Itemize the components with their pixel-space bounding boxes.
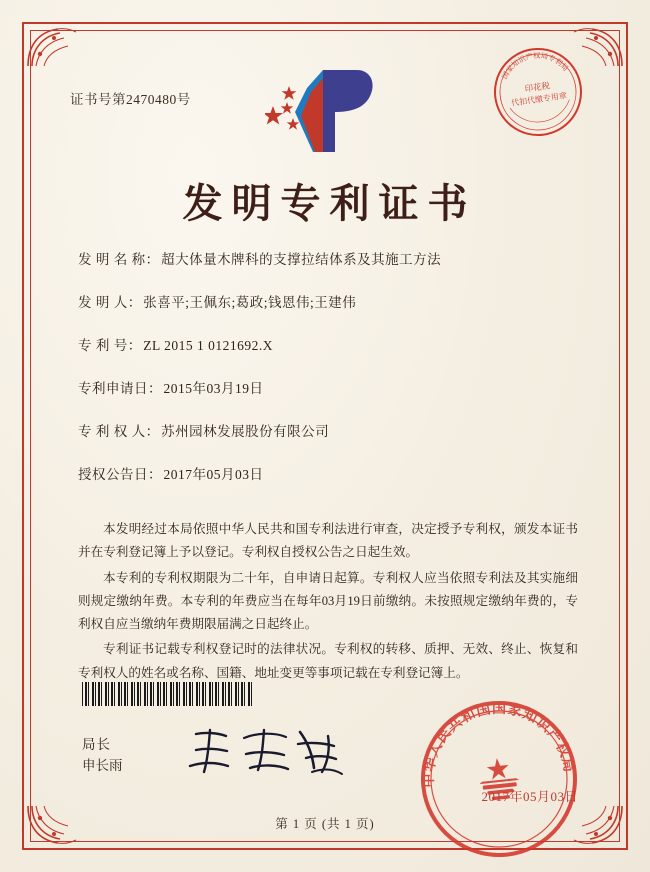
legal-paragraph: 专利证书记载专利权登记时的法律状况。专利权的转移、质押、无效、终止、恢复和专利权人的姓名或名称、国籍、地址变更等事项记载在专利登记簿上。 bbox=[78, 642, 578, 680]
field-row bbox=[78, 248, 580, 268]
field-value: 苏州园林发展股份有限公司 bbox=[161, 424, 330, 439]
fields-section bbox=[78, 248, 580, 506]
field-value: 超大体量木牌科的支撑拉结体系及其施工方法 bbox=[161, 252, 442, 267]
svg-text:代扣代缴专用章: 代扣代缴专用章 bbox=[510, 91, 568, 108]
field-colon: ： bbox=[148, 381, 162, 396]
field-row bbox=[78, 420, 580, 440]
barcode bbox=[82, 682, 254, 706]
signature-block bbox=[82, 735, 123, 777]
director-label: 局长 bbox=[82, 737, 111, 752]
svg-text:印花税: 印花税 bbox=[524, 81, 551, 95]
legal-paragraph: 本专利的专利权期限为二十年，自申请日起算。专利权人应当依照专利法及其实施细则规定缴纳年费。本专利的年费应当在每年03月19日前缴纳。未按照规定缴纳年费的，专利权自应当缴纳年费期限届满之日起终止。 bbox=[78, 570, 578, 632]
certificate-number: 证书号第2470480号 bbox=[70, 92, 191, 107]
patent-office-emblem-icon bbox=[0, 60, 650, 160]
legal-body-text bbox=[78, 518, 578, 687]
field-colon: ： bbox=[127, 295, 142, 310]
page-title: 发明专利证书 bbox=[182, 180, 477, 227]
handwritten-signature bbox=[182, 724, 352, 780]
field-row bbox=[78, 463, 580, 483]
field-row bbox=[78, 291, 580, 311]
field-colon: ： bbox=[148, 467, 162, 482]
field-row bbox=[78, 334, 580, 354]
director-name: 申长雨 bbox=[82, 757, 123, 773]
field-value: 张喜平;王佩东;葛政;钱恩伟;王建伟 bbox=[143, 295, 357, 310]
field-label: 发 明 人 bbox=[78, 295, 128, 310]
svg-text:中华人民共和国国家知识产权局: 中华人民共和国国家知识产权局 bbox=[420, 700, 577, 788]
seal-date: 2017年05月03日 bbox=[481, 789, 578, 804]
field-label: 专 利 号 bbox=[78, 338, 128, 353]
field-label: 授权公告日 bbox=[78, 467, 148, 482]
field-colon: ： bbox=[127, 338, 142, 353]
page-footer: 第 1 页 (共 1 页) bbox=[275, 817, 375, 831]
field-value: 2017年05月03日 bbox=[163, 467, 264, 482]
svg-text:国家知识产权局专利局: 国家知识产权局专利局 bbox=[499, 50, 571, 81]
field-label: 发 明 名 称 bbox=[78, 252, 146, 267]
official-red-seal bbox=[416, 696, 582, 862]
field-label: 专 利 权 人 bbox=[78, 424, 146, 439]
field-row bbox=[78, 377, 580, 397]
field-colon: ： bbox=[145, 252, 160, 267]
field-value: 2015年03月19日 bbox=[163, 381, 264, 396]
field-label: 专利申请日 bbox=[78, 381, 148, 396]
legal-paragraph: 本发明经过本局依照中华人民共和国专利法进行审查，决定授予专利权，颁发本证书并在专利登记簿上予以登记。专利权自授权公告之日起生效。 bbox=[78, 522, 578, 560]
field-colon: ： bbox=[145, 424, 160, 439]
field-value: ZL 2015 1 0121692.X bbox=[143, 338, 273, 353]
